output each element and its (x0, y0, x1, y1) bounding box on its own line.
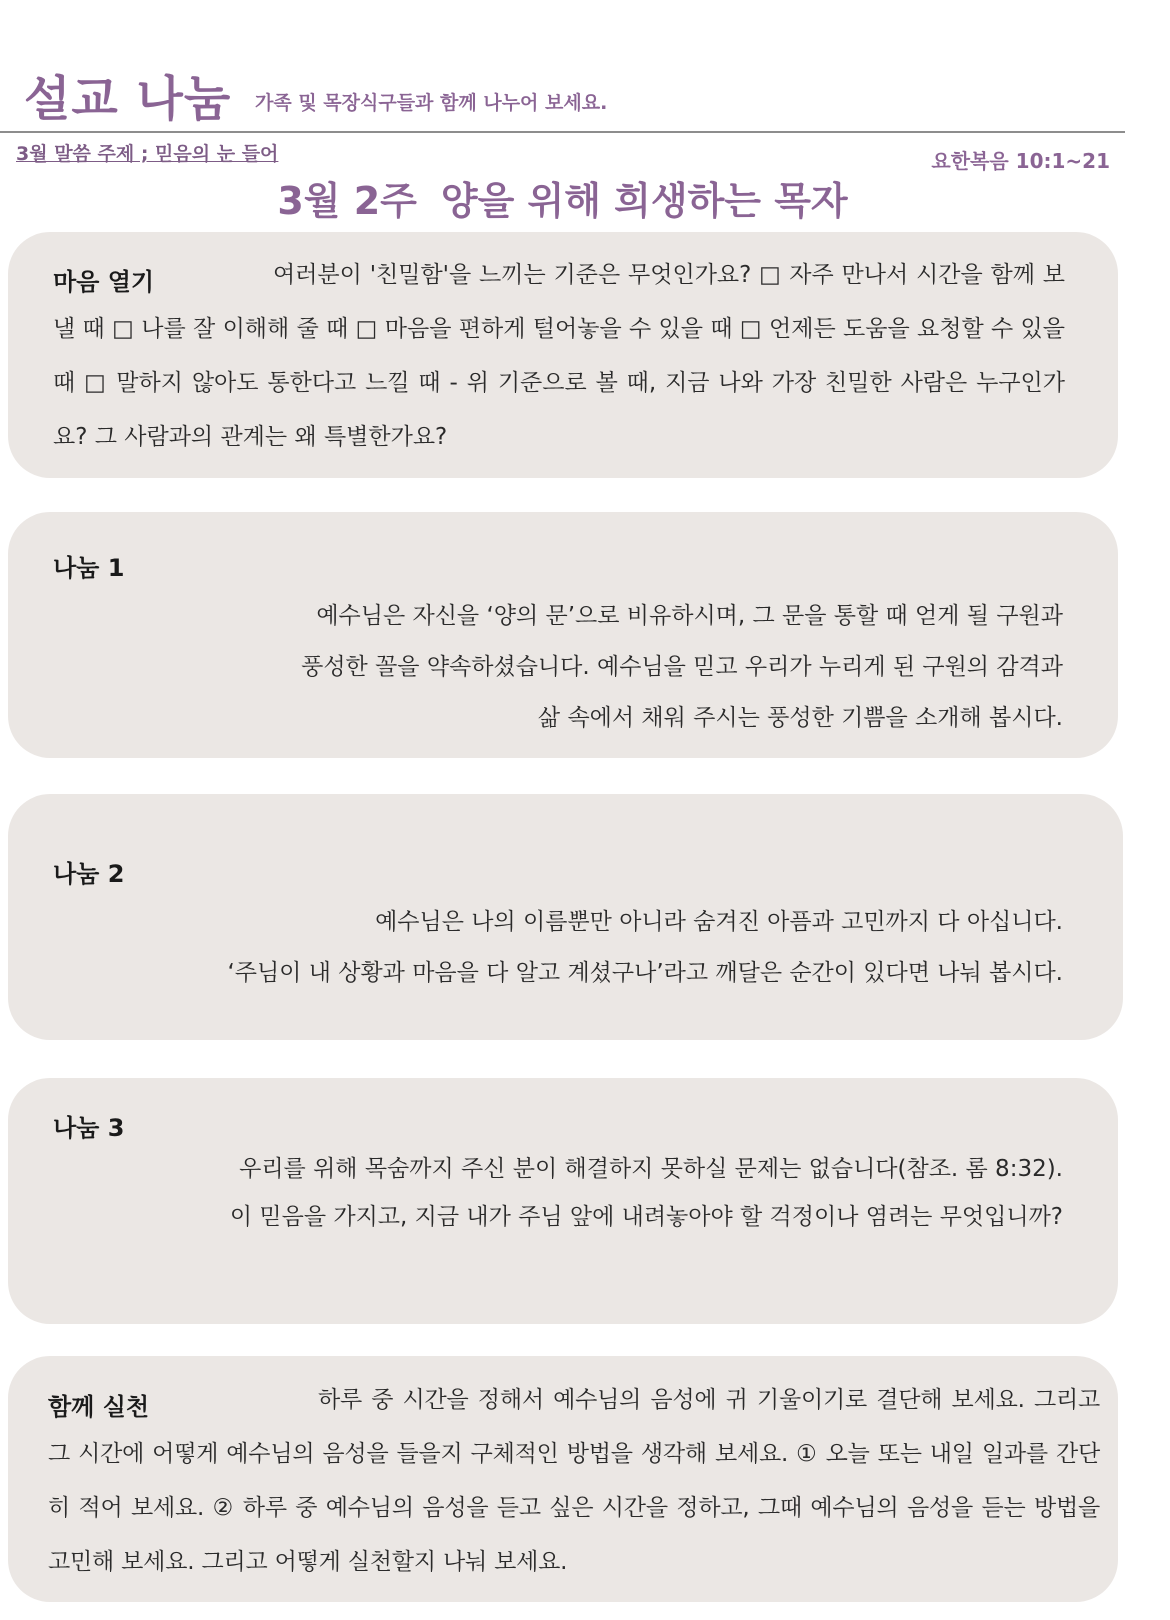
monthly-theme: 3월 말씀 주제 ; 믿음의 눈 들어 (16, 143, 279, 165)
sharing-3-line: 이 믿음을 가지고, 지금 내가 주님 앞에 내려놓아야 할 걱정이나 염려는 무엇입니까? (229, 1204, 1063, 1230)
page-header (0, 60, 1125, 133)
sharing-title-1: 나눔 1 (53, 554, 125, 582)
header-subtitle: 가족 및 목장식구들과 함께 나누어 보세요. (255, 92, 608, 114)
sharing-text-2 (227, 897, 1063, 999)
sharing-1-line: 풍성한 꼴을 약속하셨습니다. 예수님을 믿고 우리가 누리게 된 구원의 감격과 (301, 654, 1063, 680)
practice-title: 함께 실천 (48, 1393, 150, 1421)
sharing-text-1 (301, 591, 1063, 744)
opening-title: 마음 열기 (53, 268, 155, 296)
practice-card (8, 1356, 1118, 1602)
practice-text (48, 1373, 1100, 1589)
sharing-title-2: 나눔 2 (53, 860, 125, 888)
sermon-heading (0, 170, 1125, 225)
sharing-1-line: 예수님은 자신을 ‘양의 문’으로 비유하시며, 그 문을 통할 때 얻게 될 구원과 (316, 603, 1063, 629)
sharing-3-line: 우리를 위해 목숨까지 주신 분이 해결하지 못하실 문제는 없습니다(참조. 롬 8:32). (239, 1156, 1063, 1182)
sharing-card-3 (8, 1078, 1118, 1324)
sharing-2-line: 예수님은 나의 이름뿐만 아니라 숨겨진 아픔과 고민까지 다 아십니다. (375, 909, 1063, 935)
sharing-text-3 (230, 1145, 1063, 1241)
sharing-1-line: 삶 속에서 채워 주시는 풍성한 기쁨을 소개해 봅시다. (537, 705, 1063, 731)
sharing-card-2 (8, 794, 1123, 1040)
sharing-title-3: 나눔 3 (53, 1114, 125, 1142)
sharing-2-line: ‘주님이 내 상황과 마음을 다 알고 계셨구나’라고 깨달은 순간이 있다면 나눠 봅시다. (227, 960, 1063, 986)
opening-text-body: 여러분이 '친밀함'을 느끼는 기준은 무엇인가요? □ 자주 만나서 시간을 함께 보낼 때 □ 나를 잘 이해해 줄 때 □ 마음을 편하게 털어놓을 수 있을 때 □ 언제든 도움을 요청할 수 있을 때 □ 말하지 않아도 통한다고 느낄 때 - 위 기준으로 볼 때, 지금 나와 가장 친밀한 사람은 누구인가요? 그 사람과의 관계는 왜 특별한가요? (53, 262, 1066, 450)
opening-card (8, 232, 1118, 478)
sharing-card-1 (8, 512, 1118, 758)
practice-text-body: 하루 중 시간을 정해서 예수님의 음성에 귀 기울이기로 결단해 보세요. 그리고 그 시간에 어떻게 예수님의 음성을 들을지 구체적인 방법을 생각해 보세요. ① 오늘 또는 내일 일과를 간단히 적어 보세요. ② 하루 중 예수님의 음성을 듣고 싶은 시간을 정하고, 그때 예수님의 음성을 듣는 방법을 고민해 보세요. 그리고 어떻게 실천할지 나눠 보세요. (48, 1387, 1100, 1575)
opening-text (53, 248, 1065, 464)
sermon-title: 양을 위해 희생하는 목자 (440, 179, 848, 223)
brand-title: 설교 나눔 (24, 71, 232, 127)
sermon-week: 3월 2주 (277, 179, 417, 223)
scripture-reference: 요한복음 10:1~21 (931, 149, 1110, 173)
